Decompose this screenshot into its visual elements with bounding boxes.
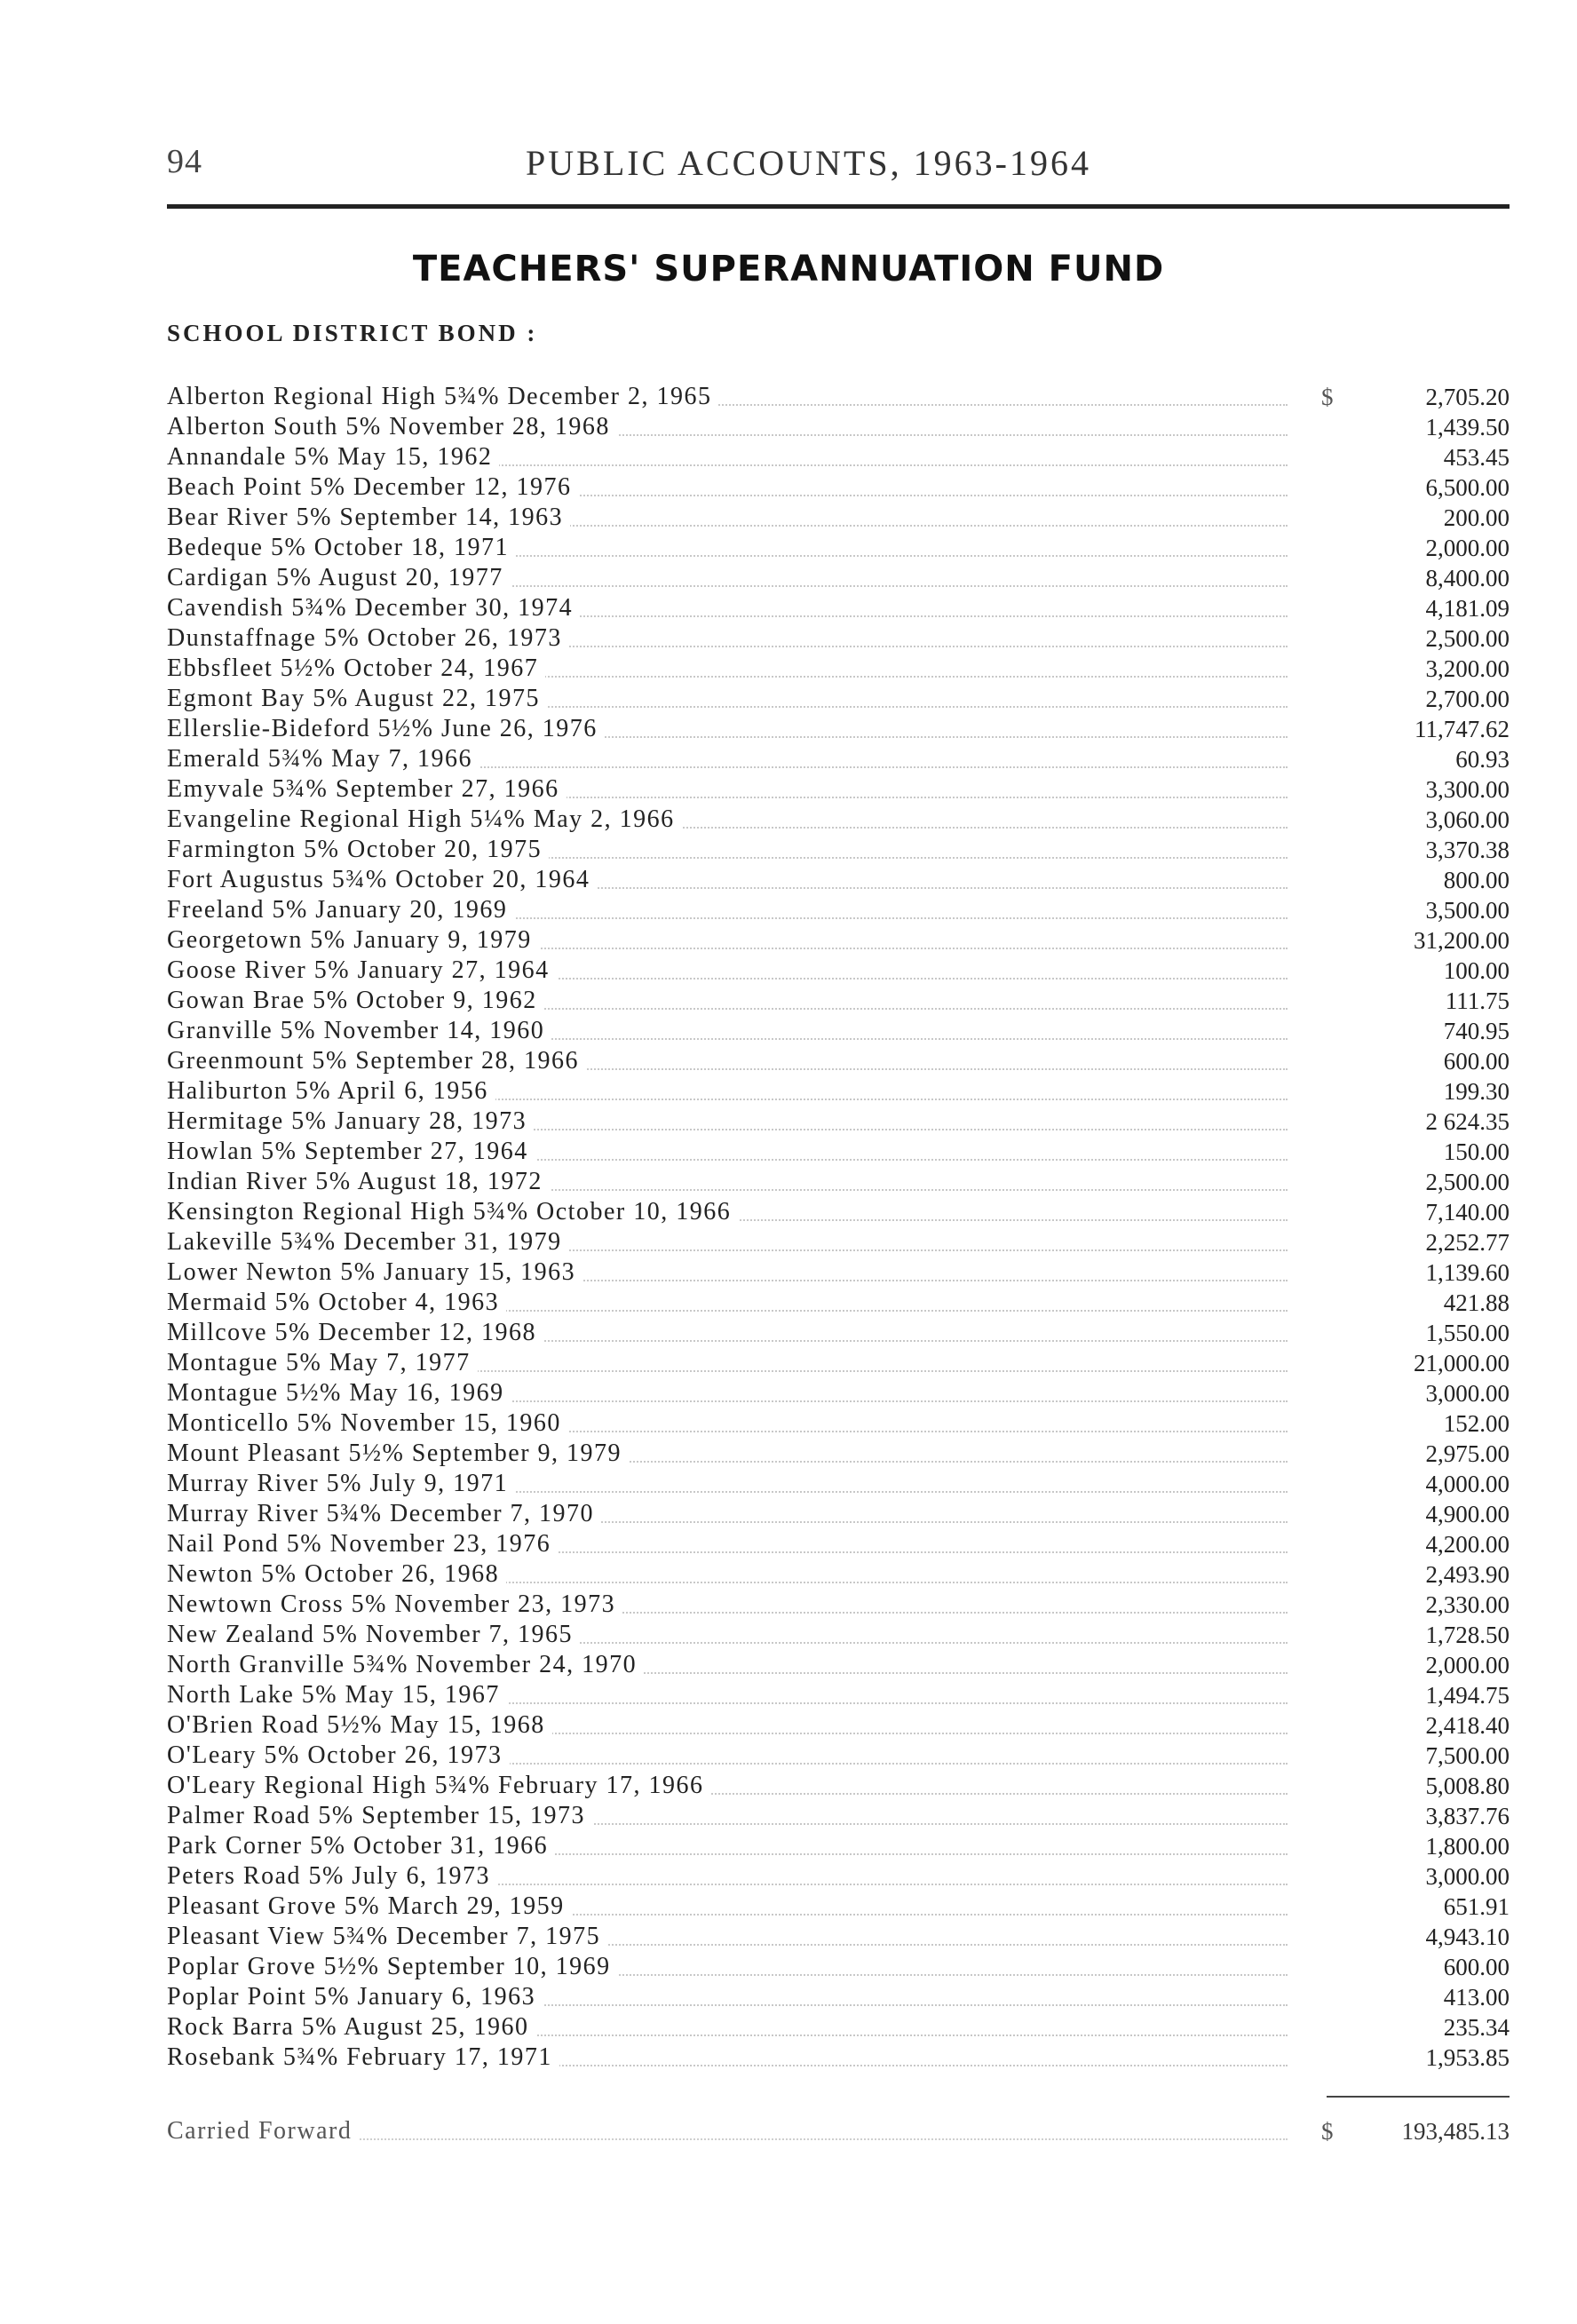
bond-amount: 4,200.00	[1425, 1531, 1510, 1558]
bond-description: Granville 5% November 14, 1960	[167, 1016, 551, 1046]
bond-description: Bedeque 5% October 18, 1971	[167, 533, 516, 563]
bond-description: Evangeline Regional High 5¼% May 2, 1966	[167, 805, 682, 835]
ledger-row	[167, 412, 1510, 442]
ledger-row	[167, 472, 1510, 503]
ledger-row	[167, 1741, 1510, 1771]
bond-description: Pleasant View 5¾% December 7, 1975	[167, 1922, 607, 1952]
bond-description: Park Corner 5% October 31, 1966	[167, 1831, 555, 1861]
bond-description: Freeland 5% January 20, 1969	[167, 895, 514, 925]
bond-amount: 2,705.20	[1425, 384, 1510, 410]
ledger-row	[167, 1197, 1510, 1227]
bond-amount: 2,493.90	[1425, 1561, 1510, 1588]
bond-description: Mount Pleasant 5½% September 9, 1979	[167, 1439, 629, 1469]
bond-amount: 600.00	[1443, 1048, 1510, 1075]
bond-description: O'Leary Regional High 5¾% February 17, 1966	[167, 1771, 711, 1801]
ledger-row	[167, 1227, 1510, 1257]
bond-amount: 2,500.00	[1425, 625, 1510, 652]
bond-description: Peters Road 5% July 6, 1973	[167, 1861, 497, 1892]
ledger-row	[167, 895, 1510, 925]
ledger-row	[167, 1801, 1510, 1831]
bond-description: Rosebank 5¾% February 17, 1971	[167, 2042, 559, 2073]
fund-title: TEACHERS' SUPERANNUATION FUND	[412, 249, 1165, 290]
total-rule	[1327, 2096, 1510, 2098]
ledger-row	[167, 2012, 1510, 2042]
bond-amount: 4,181.09	[1425, 595, 1510, 622]
bond-amount: 100.00	[1443, 957, 1510, 984]
ledger-row	[167, 1771, 1510, 1801]
bond-description: Newton 5% October 26, 1968	[167, 1559, 506, 1590]
ledger-row	[167, 1469, 1510, 1499]
bond-amount: 600.00	[1443, 1954, 1510, 1980]
ledger-row	[167, 2042, 1510, 2073]
ledger-row	[167, 533, 1510, 563]
bond-description: Kensington Regional High 5¾% October 10, 1966	[167, 1197, 738, 1227]
bond-amount: 2,252.77	[1425, 1229, 1510, 1256]
bond-amount: 2,330.00	[1425, 1591, 1510, 1618]
ledger-row	[167, 1590, 1510, 1620]
ledger-row	[167, 1499, 1510, 1529]
ledger-row	[167, 1620, 1510, 1650]
ledger-row	[167, 1952, 1510, 1982]
bond-amount: 3,060.00	[1425, 806, 1510, 833]
bond-description: Murray River 5% July 9, 1971	[167, 1469, 515, 1499]
bond-description: Cavendish 5¾% December 30, 1974	[167, 593, 580, 623]
bond-amount: 200.00	[1443, 504, 1510, 531]
bond-description: North Lake 5% May 15, 1967	[167, 1680, 507, 1710]
ledger-row	[167, 1046, 1510, 1076]
bond-amount: 8,400.00	[1425, 565, 1510, 591]
page-header	[167, 142, 1446, 195]
ledger-row	[167, 442, 1510, 472]
bond-amount: 3,370.38	[1425, 837, 1510, 863]
bond-description: Nail Pond 5% November 23, 1976	[167, 1529, 558, 1559]
bond-description: Poplar Grove 5½% September 10, 1969	[167, 1952, 618, 1982]
bond-amount: 2,500.00	[1425, 1169, 1510, 1195]
ledger-row	[167, 1016, 1510, 1046]
bond-description: Emerald 5¾% May 7, 1966	[167, 744, 479, 774]
bond-amount: 3,200.00	[1425, 655, 1510, 682]
bond-amount: 3,500.00	[1425, 897, 1510, 924]
bond-description: North Granville 5¾% November 24, 1970	[167, 1650, 644, 1680]
bond-amount: 1,550.00	[1425, 1320, 1510, 1346]
bond-description: Pleasant Grove 5% March 29, 1959	[167, 1892, 572, 1922]
ledger-row	[167, 623, 1510, 654]
currency-symbol: $	[1321, 384, 1334, 410]
bond-description: O'Brien Road 5½% May 15, 1968	[167, 1710, 552, 1741]
bond-description: Rock Barra 5% August 25, 1960	[167, 2012, 535, 2042]
bond-description: Howlan 5% September 27, 1964	[167, 1137, 535, 1167]
bond-description: Dunstaffnage 5% October 26, 1973	[167, 623, 569, 654]
bond-description: Greenmount 5% September 28, 1966	[167, 1046, 586, 1076]
ledger-row	[167, 382, 1510, 412]
bond-amount: 740.95	[1443, 1018, 1510, 1044]
ledger-row	[167, 1318, 1510, 1348]
bond-amount: 6,500.00	[1425, 474, 1510, 501]
bond-amount: 60.93	[1455, 746, 1510, 773]
ledger-row	[167, 1439, 1510, 1469]
bond-amount: 1,728.50	[1425, 1622, 1510, 1648]
bond-amount: 651.91	[1443, 1893, 1510, 1920]
bond-amount: 1,439.50	[1425, 414, 1510, 440]
bond-description: Beach Point 5% December 12, 1976	[167, 472, 578, 503]
total-currency-symbol: $	[1321, 2118, 1334, 2145]
ledger-row	[167, 1861, 1510, 1892]
bond-description: New Zealand 5% November 7, 1965	[167, 1620, 580, 1650]
ledger-row	[167, 684, 1510, 714]
ledger-row	[167, 1831, 1510, 1861]
bond-amount: 2,418.40	[1425, 1712, 1510, 1739]
total-label: Carried Forward	[167, 2114, 359, 2149]
ledger-row	[167, 1106, 1510, 1137]
ledger-row	[167, 1892, 1510, 1922]
bond-amount: 111.75	[1445, 988, 1510, 1014]
bond-amount: 1,953.85	[1425, 2044, 1510, 2071]
bond-description: Emyvale 5¾% September 27, 1966	[167, 774, 567, 805]
ledger-row	[167, 774, 1510, 805]
ledger-row	[167, 503, 1510, 533]
bond-ledger	[167, 382, 1510, 2073]
bond-description: Farmington 5% October 20, 1975	[167, 835, 549, 865]
bond-description: Ellerslie-Bideford 5½% June 26, 1976	[167, 714, 605, 744]
bond-amount: 152.00	[1443, 1410, 1510, 1437]
ledger-row	[167, 1378, 1510, 1408]
bond-description: Ebbsfleet 5½% October 24, 1967	[167, 654, 545, 684]
ledger-row	[167, 1408, 1510, 1439]
total-row	[167, 2114, 1510, 2149]
total-amount: 193,485.13	[1401, 2118, 1510, 2145]
bond-amount: 31,200.00	[1414, 927, 1510, 954]
bond-description: Egmont Bay 5% August 22, 1975	[167, 684, 547, 714]
bond-amount: 2,000.00	[1425, 535, 1510, 561]
bond-amount: 2,975.00	[1425, 1440, 1510, 1467]
bond-description: Cardigan 5% August 20, 1977	[167, 563, 511, 593]
ledger-row	[167, 714, 1510, 744]
ledger-row	[167, 1559, 1510, 1590]
bond-amount: 4,000.00	[1425, 1471, 1510, 1497]
ledger-row	[167, 1680, 1510, 1710]
ledger-row	[167, 1710, 1510, 1741]
bond-amount: 4,943.10	[1425, 1923, 1510, 1950]
ledger-row	[167, 865, 1510, 895]
bond-amount: 453.45	[1443, 444, 1510, 471]
ledger-row	[167, 1167, 1510, 1197]
bond-amount: 150.00	[1443, 1138, 1510, 1165]
bond-description: Haliburton 5% April 6, 1956	[167, 1076, 495, 1106]
running-title: PUBLIC ACCOUNTS, 1963-1964	[526, 143, 1091, 183]
ledger-row	[167, 1922, 1510, 1952]
bond-description: Goose River 5% January 27, 1964	[167, 956, 557, 986]
bond-amount: 11,747.62	[1415, 716, 1510, 742]
ledger-row	[167, 1257, 1510, 1288]
ledger-row	[167, 925, 1510, 956]
bond-amount: 1,139.60	[1425, 1259, 1510, 1286]
bond-amount: 1,800.00	[1425, 1833, 1510, 1860]
bond-amount: 199.30	[1443, 1078, 1510, 1105]
ledger-row	[167, 1137, 1510, 1167]
bond-description: O'Leary 5% October 26, 1973	[167, 1741, 510, 1771]
ledger-row	[167, 1076, 1510, 1106]
ledger-row	[167, 1982, 1510, 2012]
ledger-row	[167, 986, 1510, 1016]
bond-description: Montague 5% May 7, 1977	[167, 1348, 478, 1378]
bond-description: Millcove 5% December 12, 1968	[167, 1318, 543, 1348]
bond-amount: 5,008.80	[1425, 1773, 1510, 1799]
bond-description: Palmer Road 5% September 15, 1973	[167, 1801, 592, 1831]
bond-description: Indian River 5% August 18, 1972	[167, 1167, 550, 1197]
ledger-row	[167, 1288, 1510, 1318]
bond-description: Annandale 5% May 15, 1962	[167, 442, 499, 472]
bond-description: Georgetown 5% January 9, 1979	[167, 925, 539, 956]
bond-description: Monticello 5% November 15, 1960	[167, 1408, 568, 1439]
bond-description: Newtown Cross 5% November 23, 1973	[167, 1590, 622, 1620]
ledger-row	[167, 593, 1510, 623]
ledger-row	[167, 1348, 1510, 1378]
bond-description: Alberton South 5% November 28, 1968	[167, 412, 617, 442]
bond-amount: 2,000.00	[1425, 1652, 1510, 1678]
bond-description: Bear River 5% September 14, 1963	[167, 503, 570, 533]
bond-amount: 4,900.00	[1425, 1501, 1510, 1527]
bond-amount: 3,000.00	[1425, 1863, 1510, 1890]
ledger-row	[167, 563, 1510, 593]
bond-description: Mermaid 5% October 4, 1963	[167, 1288, 506, 1318]
section-label: SCHOOL DISTRICT BOND :	[167, 320, 538, 346]
bond-amount: 413.00	[1443, 1984, 1510, 2011]
ledger-row	[167, 654, 1510, 684]
bond-amount: 3,300.00	[1425, 776, 1510, 803]
ledger-row	[167, 1650, 1510, 1680]
bond-amount: 7,500.00	[1425, 1742, 1510, 1769]
header-rule	[167, 204, 1510, 209]
bond-description: Hermitage 5% January 28, 1973	[167, 1106, 534, 1137]
bond-description: Gowan Brae 5% October 9, 1962	[167, 986, 544, 1016]
bond-description: Montague 5½% May 16, 1969	[167, 1378, 511, 1408]
ledger-row	[167, 744, 1510, 774]
ledger-row	[167, 1529, 1510, 1559]
bond-description: Fort Augustus 5¾% October 20, 1964	[167, 865, 597, 895]
bond-amount: 7,140.00	[1425, 1199, 1510, 1225]
bond-amount: 800.00	[1443, 867, 1510, 893]
bond-description: Poplar Point 5% January 6, 1963	[167, 1982, 543, 2012]
bond-amount: 1,494.75	[1425, 1682, 1510, 1709]
bond-description: Murray River 5¾% December 7, 1970	[167, 1499, 601, 1529]
bond-description: Alberton Regional High 5¾% December 2, 1965	[167, 382, 718, 412]
bond-amount: 421.88	[1443, 1289, 1510, 1316]
bond-amount: 2 624.35	[1425, 1108, 1510, 1135]
ledger-row	[167, 956, 1510, 986]
bond-amount: 21,000.00	[1414, 1350, 1510, 1376]
bond-description: Lower Newton 5% January 15, 1963	[167, 1257, 582, 1288]
bond-amount: 3,837.76	[1425, 1803, 1510, 1829]
page-number: 94	[167, 143, 202, 180]
bond-description: Lakeville 5¾% December 31, 1979	[167, 1227, 569, 1257]
bond-amount: 235.34	[1443, 2014, 1510, 2041]
bond-amount: 3,000.00	[1425, 1380, 1510, 1407]
ledger-row	[167, 805, 1510, 835]
bond-amount: 2,700.00	[1425, 686, 1510, 712]
ledger-row	[167, 835, 1510, 865]
